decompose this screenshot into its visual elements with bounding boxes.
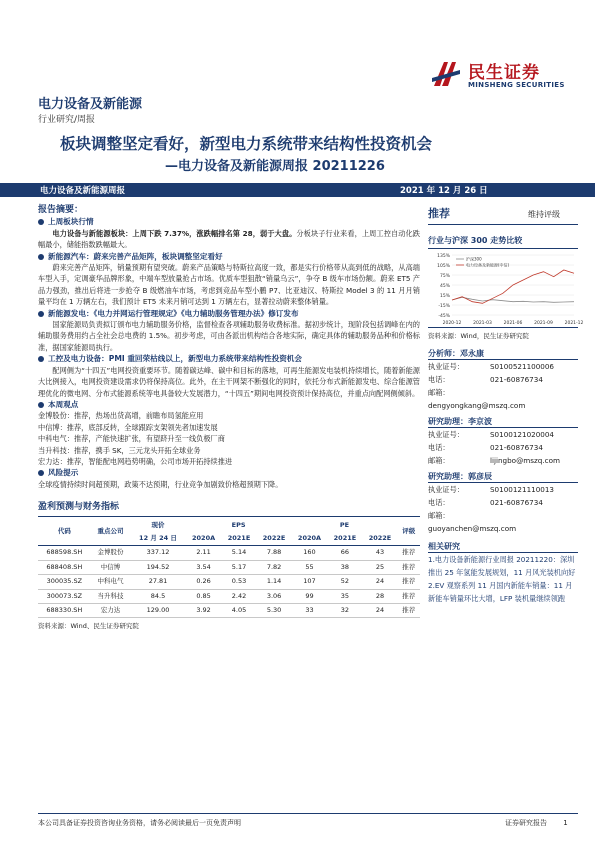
col-rating: 评级 — [402, 527, 416, 536]
col-year: 2020A — [192, 533, 216, 542]
email-link[interactable]: dengyongkang@mszq.com — [428, 401, 526, 410]
main-content — [38, 205, 420, 633]
col-year: 2021E — [227, 533, 251, 542]
related-list — [428, 553, 578, 605]
email-link[interactable]: lijingbo@mszq.com — [490, 456, 560, 465]
related-link[interactable]: 1.电力设备新能源行业周报 20211220：深圳推出 25 年氢能发展规划，11 月风光装机向好 — [428, 555, 576, 577]
section-market-text: 电力设备与新能源板块：上周下跌 7.37%，涨跌幅排名第 28，弱于大盘。分板块子行业来看，上周工控自动化跌幅最小，储能指数跌幅最大。 — [38, 228, 420, 250]
bar-report-name: 电力设备及新能源周报 — [40, 186, 126, 196]
table-cell-e3: 5.30 — [266, 606, 282, 614]
ra1-contact: 执业证号： S0100121020004 电话： 021-60876734 邮箱： lijingbo@mszq.com — [428, 430, 560, 465]
table-cell-e1: 3.54 — [196, 562, 211, 571]
phone-number: 021-60876734 — [490, 443, 543, 452]
y-tick-label: -15% — [438, 304, 450, 309]
table-cell-rating: 推荐 — [402, 577, 416, 586]
bullet-icon — [38, 402, 44, 408]
side-rule — [428, 327, 578, 328]
license-number: S0100121110013 — [490, 485, 555, 494]
table-cell-p1: 99 — [305, 591, 314, 600]
table-cell-p3: 25 — [375, 562, 385, 571]
legend-label: 沪深300 — [466, 256, 482, 262]
y-tick-label: 75% — [439, 274, 450, 279]
col-date: 12 月 24 日 — [139, 533, 177, 542]
list-item: 当升科技：推荐，携手 SK，三元龙头开拓全球业务 — [38, 445, 201, 455]
y-tick-label: 45% — [439, 284, 450, 289]
table-cell-p1: 107 — [303, 577, 316, 586]
table-cell-price: 84.5 — [150, 591, 166, 600]
table-cell-e2: 5.14 — [231, 548, 247, 557]
list-item: 中信博：推荐，底部反转，全球跟踪支架领先者加速发展 — [38, 422, 218, 432]
forecast-title: 盈利预测与财务指标 — [38, 502, 120, 513]
table-cell-p2: 32 — [340, 606, 350, 614]
section-market-head: 上周板块行情 — [38, 216, 420, 227]
footer-right: 证券研究报告 1 — [505, 819, 568, 827]
table-row — [38, 575, 420, 589]
col-price: 现价 — [151, 520, 165, 529]
table-cell-price: 27.81 — [148, 577, 168, 586]
col-year: 2022E — [368, 533, 392, 542]
footer-rule — [38, 813, 578, 814]
col-name: 重点公司 — [97, 527, 124, 536]
table-cell-e1: 0.26 — [196, 577, 211, 586]
rating-label: 推荐 — [428, 207, 450, 220]
table-cell-code: 688408.SH — [46, 562, 83, 571]
table-cell-p1: 55 — [305, 562, 314, 571]
x-tick-label: 2021-12 — [564, 321, 584, 326]
list-item: 宏力达：推荐，智能配电网趋势明确，公司市场开拓持续推进 — [38, 456, 233, 466]
ra1-title: 研究助理：李京波 — [428, 417, 492, 426]
list-item: 中科电气：推荐，产能快速扩张，有望跻升至一线负极厂商 — [38, 434, 225, 444]
company-logo — [430, 56, 580, 96]
y-tick-label: -45% — [438, 314, 450, 319]
table-cell-e2: 4.05 — [231, 606, 247, 614]
related-link[interactable]: 2.EV 观察系列 11 月国内新能车销量：11 月新能车销量环比大增，LFP 装机量继续领跑 — [428, 581, 573, 603]
table-cell-e3: 7.88 — [266, 548, 282, 557]
x-tick-label: 2021-06 — [503, 321, 523, 326]
license-number: S0100521100006 — [490, 362, 555, 371]
table-cell-e3: 1.14 — [266, 577, 282, 586]
phone-number: 021-60876734 — [490, 498, 543, 507]
table-cell-e3: 7.82 — [266, 562, 282, 571]
rec-list — [38, 410, 420, 467]
table-cell-code: 688598.SH — [46, 548, 83, 557]
table-cell-rating: 推荐 — [402, 591, 416, 600]
col-pe: PE — [339, 520, 350, 529]
bar-date: 2021 年 12 月 26 日 — [400, 186, 488, 196]
y-tick-label: 135% — [437, 254, 450, 259]
table-cell-name: 宏力达 — [100, 606, 121, 614]
ra2-title: 研究助理：郭彦辰 — [428, 472, 492, 481]
table-row — [38, 546, 420, 560]
table-row — [38, 560, 420, 574]
minsheng-logo-icon — [430, 56, 462, 92]
series-line-0 — [452, 297, 574, 302]
section-ev-head: 新能源汽车：蔚来完善产品矩阵，板块调整坚定看好 — [38, 251, 420, 262]
table-cell-e2: 0.53 — [231, 577, 247, 586]
related-title: 相关研究 — [428, 542, 460, 551]
section-ev-text: 蔚来完善产品矩阵，销量预期有望突破。蔚来产品策略与特斯拉高度一致，都是实行价格带从高到低的战略，从高端车型入手，定调豪华品牌形象，中端车型放量抢占市场。优质车型狙散“销量乌云”，争夺 B 级车市场份额。蔚来 ET5 产品力强劲，推出后将进一步抢夺 B 级燃油车市场，考虑到竞品车型小鹏 P7、比亚迪汉、特斯拉 Model 3 的 11 月月销量平均在 1 万辆左右，我们预计 ET5 未来月销可达到 1 万辆左右，显著拉动蔚来整体销量。 — [38, 263, 420, 307]
forecast-table — [38, 519, 420, 619]
analyst-title: 分析师：邓永康 — [428, 349, 484, 358]
bullet-icon — [38, 356, 44, 362]
section-power-text: 国家能源局负责拟订颁布电力辅助服务价格，监督检查各项辅助服务收费标准。据初步统计，现阶段包括调峰在内的辅助服务费用约占全社会总电费的 1.5%。初步考虑，可由各派出机构结合各地实际，确定具体的辅助服务品种和价格标准，据国家能源局执行。 — [38, 320, 420, 352]
side-rule — [428, 248, 578, 249]
forecast-source: 资料来源：Wind、民生证券研究院 — [38, 622, 139, 631]
section-view-head: 本周观点 — [38, 399, 420, 410]
table-cell-rating: 推荐 — [402, 548, 416, 557]
bullet-icon — [38, 219, 44, 225]
y-tick-label: 105% — [437, 264, 450, 269]
table-cell-p2: 66 — [340, 548, 350, 557]
legend-label: 电力设备及新能源(中信) — [466, 262, 510, 268]
list-item: 金博股份：推荐，热场出货高增，前瞻布局氢能应用 — [38, 411, 204, 421]
section-power-head: 新能源发电：《电力并网运行管理规定》《电力辅助服务管理办法》修订发布 — [38, 308, 420, 319]
table-cell-e2: 2.42 — [231, 591, 247, 600]
table-cell-code: 300035.SZ — [46, 577, 83, 586]
chart-source: 资料来源：Wind，民生证券研究院 — [428, 332, 529, 340]
table-row — [38, 589, 420, 603]
x-tick-label: 2021-03 — [473, 321, 492, 326]
logo-text-en: MINSHENG SECURITIES — [468, 81, 565, 89]
section-equipment-head: 工控及电力设备：PMI 重回荣枯线以上，新型电力系统带来结构性投资机会 — [38, 353, 420, 364]
table-cell-name: 中信博 — [100, 562, 121, 571]
sidebar — [428, 205, 584, 605]
table-cell-name: 中科电气 — [97, 577, 124, 586]
table-cell-e1: 2.11 — [196, 548, 211, 557]
table-cell-p2: 35 — [340, 591, 350, 600]
summary-title: 报告摘要： — [38, 205, 84, 215]
table-cell-name: 金博股份 — [97, 548, 124, 557]
side-rule — [428, 224, 578, 225]
x-tick-label: 2020-12 — [442, 321, 462, 326]
table-cell-e3: 3.06 — [266, 591, 282, 600]
report-subtitle: —电力设备及新能源周报 20211226 — [165, 159, 385, 174]
table-cell-p1: 33 — [305, 606, 314, 614]
table-cell-p3: 28 — [375, 591, 385, 600]
ra2-contact: 执业证号： S0100121110013 电话： 021-60876734 邮箱：guoyanchen@mszq.com — [428, 485, 555, 533]
table-cell-e1: 0.85 — [196, 591, 211, 600]
table-cell-p3: 24 — [375, 606, 385, 614]
col-eps: EPS — [231, 520, 246, 529]
phone-number: 021-60876734 — [490, 375, 543, 384]
section-risk-head: 风险提示 — [38, 467, 420, 478]
table-cell-name: 当升科技 — [97, 591, 124, 600]
table-cell-price: 129.00 — [146, 606, 170, 614]
col-year: 2022E — [262, 533, 286, 542]
table-cell-p1: 160 — [303, 548, 316, 557]
col-year: 2021E — [333, 533, 357, 542]
analyst-contact: 执业证号： S0100521100006 电话： 021-60876734 邮箱：dengyongkang@mszq.com — [428, 362, 555, 410]
x-tick-label: 2021-09 — [534, 321, 553, 326]
forecast-rule — [38, 516, 420, 517]
table-cell-p3: 24 — [375, 577, 385, 586]
sector-name: 电力设备及新能源 — [38, 97, 143, 112]
table-cell-rating: 推荐 — [402, 606, 416, 614]
table-cell-p2: 52 — [340, 577, 350, 586]
chart-title: 行业与沪深 300 走势比较 — [428, 236, 523, 245]
header-bar — [0, 183, 595, 197]
license-number: S0100121020004 — [490, 430, 555, 439]
bullet-icon — [38, 311, 44, 317]
col-year: 2020A — [297, 533, 322, 542]
report-title: 板块调整坚定看好，新型电力系统带来结构性投资机会 — [60, 135, 433, 153]
table-cell-code: 688330.SH — [46, 606, 83, 614]
section-risk-text: 全球疫情持续时间超预期，政策不达预期，行业竞争加剧致价格超预期下降。 — [38, 479, 283, 489]
report-type: 行业研究/周报 — [38, 115, 96, 125]
table-cell-price: 337.12 — [146, 548, 170, 557]
bullet-icon — [38, 254, 44, 260]
rating-value: 维持评级 — [528, 210, 560, 219]
logo-text-cn: 民生证券 — [468, 63, 540, 83]
table-cell-e2: 5.17 — [231, 562, 247, 571]
email-link[interactable]: guoyanchen@mszq.com — [428, 524, 517, 533]
col-code: 代码 — [57, 527, 71, 536]
table-row — [38, 604, 420, 618]
table-cell-code: 300073.SZ — [46, 591, 83, 600]
bullet-icon — [38, 470, 44, 476]
section-equipment-text: 配网侧为“十四五”电网投资重要环节。随着碳达峰、碳中和目标的落地，可再生能源发电装机持续增长，随着新能源大比例接入，电网投资建设需求仍将保持高位。此外，在主干网架不断强化的同时，依托分布式新能源发电、综合能源管理优化的微电网、分布式能源系统等电具备较大发展潜力，“十四五”期间电网投资预计保持高位，并重点向配网侧倾斜。 — [38, 365, 420, 398]
footer-disclaimer: 本公司具备证券投资咨询业务资格，请务必阅读最后一页免责声明 — [38, 819, 241, 827]
table-cell-e1: 3.92 — [196, 606, 211, 614]
table-cell-p2: 38 — [340, 562, 350, 571]
table-cell-price: 194.52 — [146, 562, 170, 571]
trend-chart — [428, 251, 584, 327]
page-number: 1 — [563, 819, 568, 827]
table-cell-p3: 43 — [375, 548, 385, 557]
y-tick-label: 15% — [439, 294, 450, 299]
table-cell-rating: 推荐 — [402, 562, 416, 571]
